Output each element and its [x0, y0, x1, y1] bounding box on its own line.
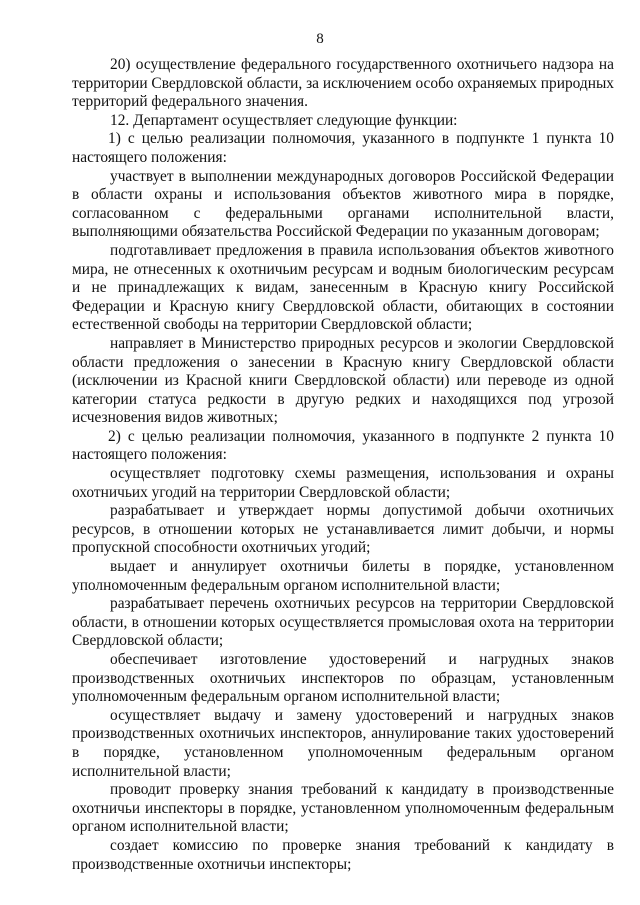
paragraph-function: разрабатывает перечень охотничьих ресурсов на территории Свердловской области, в отношении которых осуществляется промысловая охота на территории Свердловской области; [72, 595, 614, 650]
paragraph-function: участвует в выполнении международных договоров Российской Федерации в области охраны и использования объектов животного мира в порядке, согласованном с федеральными органами исполнительной власти, выполняющими обязательства Российской Федерации по указанным договорам; [72, 167, 614, 241]
paragraph-function: создает комиссию по проверке знания требований к кандидату в производственные охотничьи инспекторы; [72, 836, 614, 873]
paragraph-function: направляет в Министерство природных ресурсов и экологии Свердловской области предложения о занесении в Красную книгу Свердловской области (исключении из Красной книги Свердловской области) или переводе из одной категории статуса редкости в другую редких и находящихся под угрозой исчезновения видов животных; [72, 334, 614, 427]
paragraph-function: осуществляет выдачу и замену удостоверений и нагрудных знаков производственных охотничьих инспекторов, аннулирование таких удостоверений в порядке, установленном уполномоченным федеральным органом исполнительной власти; [72, 706, 614, 780]
paragraph-subitem-2: 2) с целью реализации полномочия, указанного в подпункте 2 пункта 10 настоящего положения: [72, 427, 614, 464]
page-number: 8 [316, 31, 324, 47]
paragraph-item-20: 20) осуществление федерального государственного охотничьего надзора на территории Свердловской области, за исключением особо охраняемых природных территорий федерального значения. [72, 56, 614, 111]
paragraph-function: проводит проверку знания требований к кандидату в производственные охотничьи инспекторы в порядке, установленном уполномоченным федеральным органом исполнительной власти; [72, 781, 614, 836]
document-body [72, 56, 614, 874]
paragraph-subitem-1: 1) с целью реализации полномочия, указанного в подпункте 1 пункта 10 настоящего положения: [72, 130, 614, 166]
paragraph-function: обеспечивает изготовление удостоверений и нагрудных знаков производственных охотничьих инспекторов по образцам, установленным уполномоченным федеральным органом исполнительной власти; [72, 651, 614, 706]
paragraph-function: выдает и аннулирует охотничьи билеты в порядке, установленном уполномоченным федеральным органом исполнительной власти; [72, 558, 614, 594]
paragraph-function: осуществляет подготовку схемы размещения, использования и охраны охотничьих угодий на территории Свердловской области; [72, 465, 614, 501]
paragraph-function: разрабатывает и утверждает нормы допустимой добычи охотничьих ресурсов, в отношении которых не устанавливается лимит добычи, и нормы пропускной способности охотничьих угодий; [72, 502, 614, 557]
paragraph-function: подготавливает предложения в правила использования объектов животного мира, не отнесенных к охотничьим ресурсам и водным биологическим ресурсам и не принадлежащих к видам, занесенным в Красную книгу Российской Федерации и Красную книгу Свердловской области, обитающих в состоянии естественной свободы на территории Свердловской области; [72, 241, 614, 334]
paragraph-section-12: 12. Департамент осуществляет следующие функции: [110, 111, 458, 129]
